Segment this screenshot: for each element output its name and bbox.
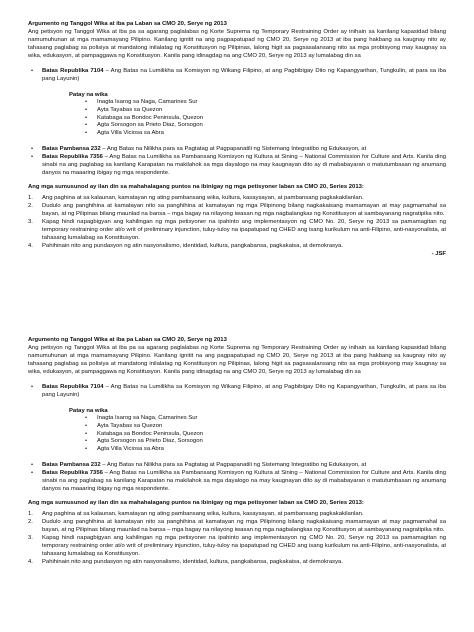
dead-languages-label: Patay na wika [69,92,108,98]
list-item: • Agta Villa Viciosa sa Abra [83,130,446,138]
law-name: Batas Republika 7104 [42,68,104,74]
list-item: • Agta Sorsogon sa Prieto Diaz, Sorsogon [83,122,446,130]
list-number: 3. [28,534,33,541]
law-item [28,145,446,153]
list-item [28,534,446,558]
list-item [28,194,446,202]
law-item [28,461,446,469]
author-signature: - JSF [431,250,446,257]
list-number: 3. [28,218,33,225]
list-text: Ang paghina at sa kalaunan, kamatayan ng ating pambansang wika, kultura, kasaysayan, at pambansang pagkakakilanlan. [42,194,364,201]
points-list [28,510,446,566]
law-item [28,153,446,177]
law-name: Batas Republika 7356 [42,153,103,160]
dead-languages-list [69,99,446,138]
list-item: • Ayta Tayabas sa Quezon [83,423,446,431]
list-number: 1. [28,194,33,201]
list-text: Pahihinain nito ang pundasyon ng atin nasyonalismo, identidad, kultura, pangkabansa, pagkakaisa, at demokrasya. [42,242,343,249]
intro-paragraph: Ang petisyon ng Tanggol Wika at iba pa sa agarang paglalabas ng Korte Suprema ng Temporary Restraining Order ay inihain sa kanilang kapasidad bilang namumuhunan at mga mamamayang Pilipino. Kanilang ignitit na ang pagpapatupad ng CMO 20, Serye ng 2013 at iba pang hakbang sa kaugnay nito ay tahasang paglabag sa polisiya at mandatong inilalatag ng Konstitusyon ng Pilipinas, lalong higit sa pagsasalansang nito sa mga probisyong may kaugnay sa wika, edukasyon, at pampaggawa ng Konstitusyon. Kanila pang idinagdag na ang CMO 20, Serye ng 2013 ay lumalabag din sa [28,29,446,59]
list-item [28,218,446,242]
dead-languages-box [69,91,446,138]
list-number: 2. [28,202,33,209]
list-number: 4. [28,242,33,249]
dead-languages-label: Patay na wika [69,408,108,414]
list-item: • Ayta Tayabas sa Quezon [83,107,446,115]
law-description: – Ang Batas na Nilikha para sa Pagtatag at Pagpapanatili ng Sistemang Integratibo ng Edukasyon, at [100,145,367,152]
law-description: – Ang Batas na Lumilikha sa Komisyon ng Wikang Filipino, at ang Pagbibigay Dito ng Kapangyarihan, Tungkulin, at para sa iba pang Layunin) [42,68,446,82]
dead-languages-box [69,407,446,454]
law-item [28,67,446,83]
law-list-2 [28,145,446,177]
law-description: – Ang Batas na Nilikha para sa Pagtatag at Pagpapanatili ng Sistemang Integratibo ng Edukasyon, at [100,461,367,468]
dead-languages-list [69,415,446,454]
list-item [28,558,446,566]
law-item [28,383,446,399]
points-title: Ang mga sumusunod ay ilan din sa mahahalagang puntos na ibinigay ng mga petisyoner laban sa CMO 20, Series 2013: [28,499,364,506]
points-title: Ang mga sumusunod ay ilan din sa mahahalagang puntos na ibinigay ng mga petisyoner laban sa CMO 20, Series 2013: [28,183,364,190]
list-text: Dudulo ang panghihina at kamatayan nito sa panghihina at kamatayan ng mga Pilipinong bilang nagkakaisang mamamayan at may pagmamahal sa bayan, at ng Pilipinas bilang maunlad na bansa – mga bagay na nilayong iwasan ng mga nagbalangkas ng Konstitusyon at sambayanang nagratipika nito. [42,518,446,533]
law-item [28,469,446,493]
intro-paragraph: Ang petisyon ng Tanggol Wika at iba pa sa agarang paglalabas ng Korte Suprema ng Temporary Restraining Order ay inihain sa kanilang kapasidad bilang namumuhunan at mga mamamayang Pilipino. Kanilang ignitit na ang pagpapatupad ng CMO 20, Serye ng 2013 at iba pang hakbang sa kaugnay nito ay tahasang paglabag sa polisiya at mandatong inilalatag ng Konstitusyon ng Pilipinas, lalong higit sa pagsasalansang nito sa mga probisyong may kaugnay sa wika, edukasyon, at pampaggawa ng Konstitusyon. Kanila pang idinagdag na ang CMO 20, Serye ng 2013 ay lumalabag din sa [28,345,446,375]
list-item [28,510,446,518]
law-name: Batas Republika 7104 [42,384,104,390]
doc-title: Argumento ng Tanggol Wika at iba pa Laban sa CMO 20, Serye ng 2013 [28,337,227,343]
list-item: • Inagta Isarog sa Naga, Camarines Sur [83,415,446,423]
list-number: 2. [28,518,33,525]
law-description: – Ang Batas na Lumilikha sa Komisyon ng Wikang Filipino, at ang Pagbibigay Dito ng Kapangyarihan, Tungkulin, at para sa iba pang Layunin) [42,384,446,398]
law-name: Batas Pambansa 232 [42,145,101,152]
list-item: • Inagta Isarog sa Naga, Camarines Sur [83,99,446,107]
list-text: Pahihinain nito ang pundasyon ng atin nasyonalismo, identidad, kultura, pangkabansa, pagkakaisa, at demokrasya. [42,558,343,565]
list-item [28,242,446,250]
law-name: Batas Pambansa 232 [42,461,101,468]
list-item: • Katabaga sa Bondoc Peninsula, Quezon [83,431,446,439]
doc-title: Argumento ng Tanggol Wika at iba pa Laban sa CMO 20, Serye ng 2013 [28,21,227,27]
list-text: Dudulo ang panghihina at kamatayan nito sa panghihina at kamatayan ng mga Pilipinong bilang nagkakaisang mamamayan at may pagmamahal sa bayan, at ng Pilipinas bilang maunlad na bansa – mga bagay na nilayong iwasan ng mga nagbalangkas ng Konstitusyon at sambayanang nagratipika nito. [42,202,446,217]
list-item: • Agta Villa Viciosa sa Abra [83,446,446,454]
points-list [28,194,446,250]
list-text: Kapag hindi napagbigyan ang kahilingan ng mga petisyoner na ipahinto ang implementasyon ng CMO No. 20, Serye ng 2013 sa pamamagitan ng temporary restraining order at/o writ of preliminary injunction, tuluy-tuloy na ipapatupad ng CHED ang isang kurikulum na anti-Filipino, anti-nasyonalista, at tahasang lumalabag sa Konstitusyon. [42,218,446,241]
law-list-2 [28,461,446,493]
list-text: Ang paghina at sa kalaunan, kamatayan ng ating pambansang wika, kultura, kasaysayan, at pambansang pagkakakilanlan. [42,510,364,517]
law-description: – Ang Batas na Lumilikha sa Pambansang Komisyon ng Kultura at Sining – National Commission for Culture and Arts. Kanila ding sinabi na ang paglabag sa kanilang Karapatan na makilahok sa mga dayalogo na may kaugnayan dito ay di mababayaran o matutumbasan ng anumang danyos na maaaring ibigay ng mga respondente. [42,153,446,176]
law-description: – Ang Batas na Lumilikha sa Pambansang Komisyon ng Kultura at Sining – National Commission for Culture and Arts. Kanila ding sinabi na ang paglabag sa kanilang Karapatan na makilahok sa mga dayalogo na may kaugnayan dito ay di mababayaran o matutumbasan ng anumang danyos na maaaring ibigay ng mga respondente. [42,469,446,492]
list-number: 1. [28,510,33,517]
list-item [28,202,446,218]
list-item [28,518,446,534]
document-section-bottom [0,316,474,632]
list-item: • Agta Sorsogon sa Prieto Diaz, Sorsogon [83,438,446,446]
law-list [28,383,446,399]
list-text: Kapag hindi napagbigyan ang kahilingan ng mga petisyoner na ipahinto ang implementasyon ng CMO No. 20, Serye ng 2013 sa pamamagitan ng temporary restraining order at/o writ of preliminary injunction, tuluy-tuloy na ipapatupad ng CHED ang isang kurikulum na anti-Filipino, anti-nasyonalista, at tahasang lumalabag sa Konstitusyon. [42,534,446,557]
law-list [28,67,446,83]
list-number: 4. [28,558,33,565]
list-item: • Katabaga sa Bondoc Peninsula, Quezon [83,115,446,123]
law-name: Batas Republika 7356 [42,469,103,476]
